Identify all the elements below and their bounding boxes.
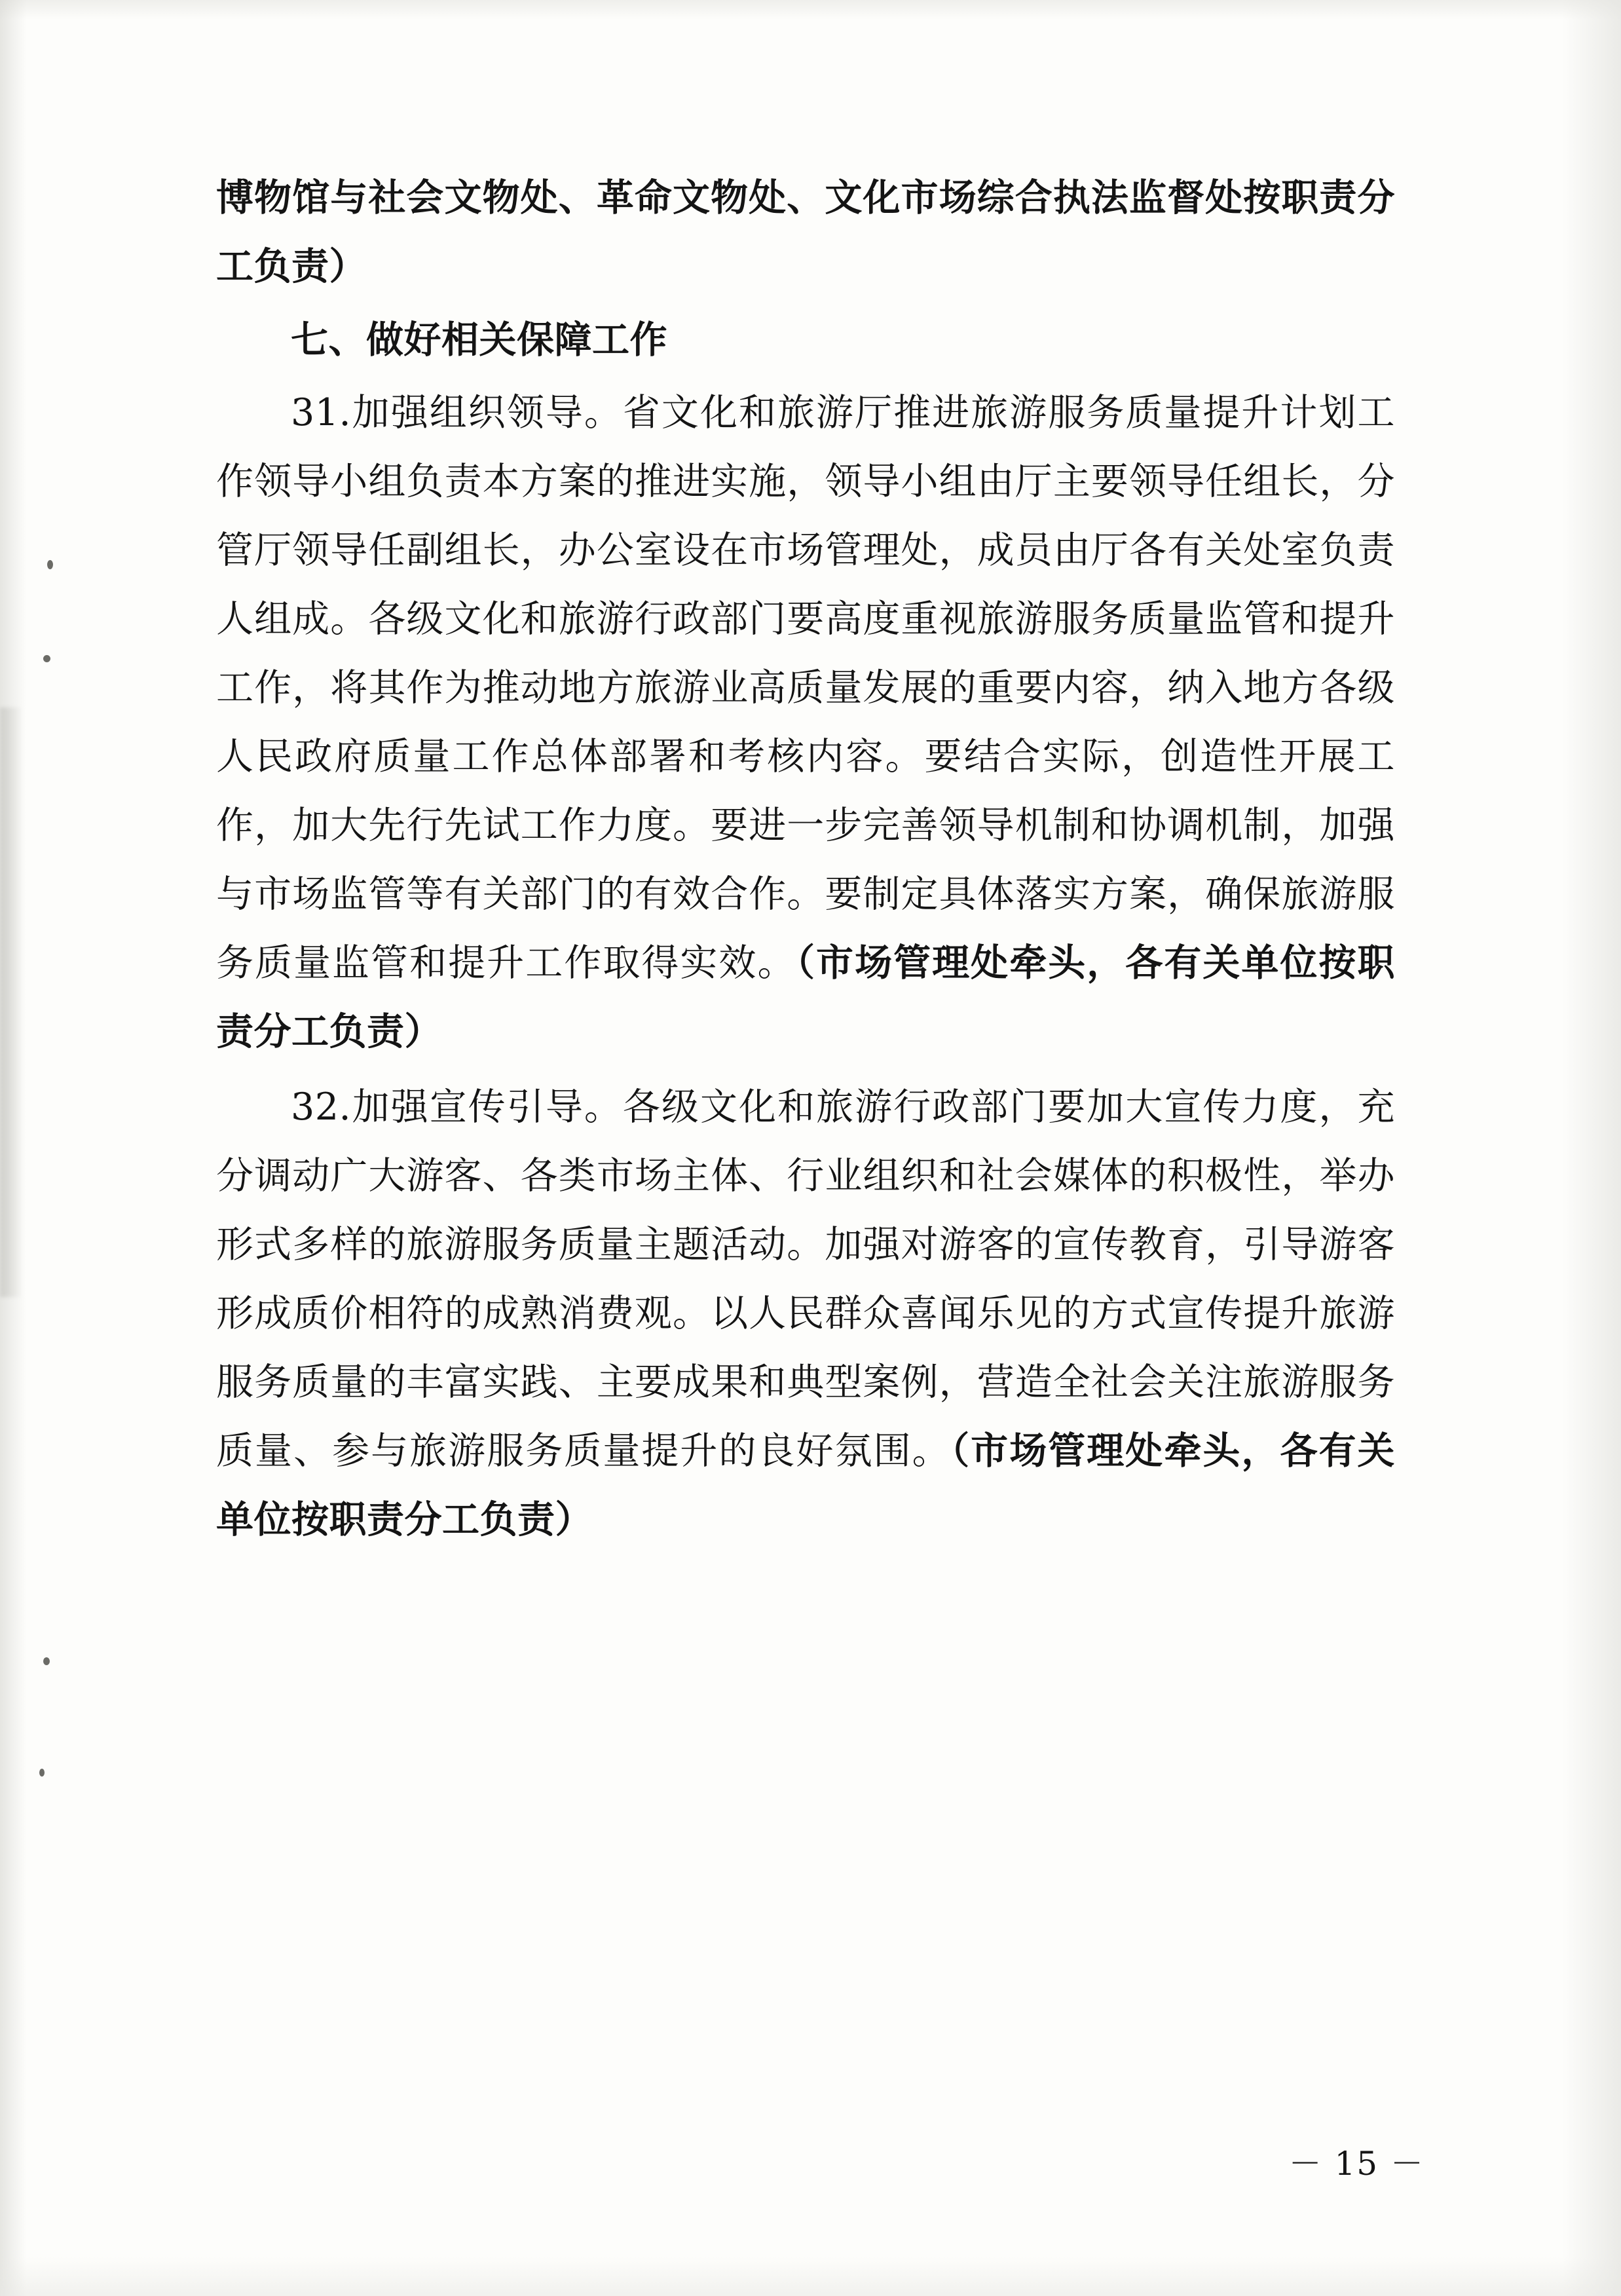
scan-speck — [43, 655, 50, 662]
page-number: － 15 － — [1288, 2145, 1425, 2183]
paragraph-item-32-responsible: （市场管理处牵头，各有关单位按职责分工负责） — [216, 1429, 1396, 1541]
scan-speck — [43, 1657, 50, 1665]
scan-edge-shadow-bottom — [0, 2257, 1621, 2296]
scan-edge-shadow-top — [0, 0, 1621, 20]
scan-edge-blot-left — [0, 707, 22, 1297]
paragraph-item-31-text: 31.加强组织领导。省文化和旅游厅推进旅游服务质量提升计划工作领导小组负责本方案的推进实施，领导小组由厅主要领导任组长，分管厅领导任副组长，办公室设在市场管理处，成员由厅各有关处室负责人组成。各级文化和旅游行政部门要高度重视旅游服务质量监管和提升工作，将其作为推动地方旅游业高质量发展的重要内容，纳入地方各级人民政府质量工作总体部署和考核内容。要结合实际，创造性开展工作，加大先行先试工作力度。要进一步完善领导机制和协调机制，加强与市场监管等有关部门的有效合作。要制定具体落实方案，确保旅游服务质量监管和提升工作取得实效。 — [216, 391, 1395, 985]
paragraph-item-31-responsible: （市场管理处牵头，各有关单位按职责分工负责） — [216, 941, 1395, 1053]
scan-speck — [39, 1769, 45, 1777]
scan-speck — [47, 560, 53, 569]
paragraph-item-32-text: 32.加强宣传引导。各级文化和旅游行政部门要加大宣传力度，充分调动广大游客、各类市场主体、行业组织和社会媒体的积极性，举办形式多样的旅游服务质量主题活动。加强对游客的宣传教育，引导游客形成质价相符的成熟消费观。以人民群众喜闻乐见的方式宣传提升旅游服务质量的丰富实践、主要成果和典型案例，营造全社会关注旅游服务质量、参与旅游服务质量提升的良好氛围。 — [216, 1085, 1395, 1473]
paragraph-item-32 — [216, 1073, 1395, 1554]
scan-edge-shadow-right — [1562, 0, 1621, 2296]
document-body — [216, 164, 1395, 1554]
scan-edge-shadow-left — [0, 0, 26, 2296]
section-heading-seven: 七、做好相关保障工作 — [291, 318, 667, 362]
continued-bold-paragraph: 博物馆与社会文物处、革命文物处、文化市场综合执法监督处按职责分工负责） — [216, 176, 1395, 288]
paragraph-item-31 — [216, 379, 1395, 1066]
